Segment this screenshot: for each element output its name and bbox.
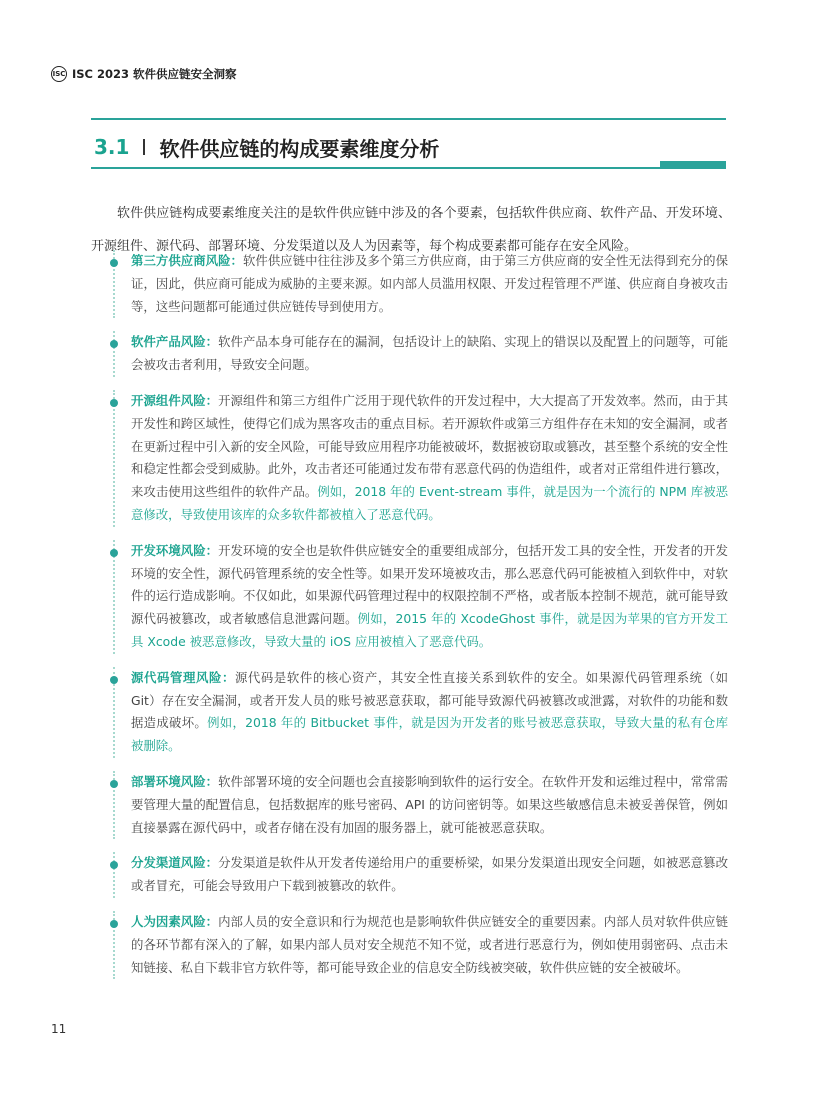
dotted-bar [113, 331, 115, 377]
intro-paragraph: 软件供应链构成要素维度关注的是软件供应链中涉及的各个要素，包括软件供应商、软件产品、开发环境、开源组件、源代码、部署环境、分发渠道以及人为因素等，每个构成要素都可能存在安全风险。 [91, 206, 731, 254]
dotted-bar [113, 540, 115, 654]
risk-list [118, 250, 728, 992]
risk-label: 源代码管理风险： [131, 669, 235, 685]
bullet-dot-icon [110, 549, 118, 557]
bullet-dot-icon [110, 340, 118, 348]
risk-item [118, 667, 728, 758]
bullet-dot-icon [110, 399, 118, 407]
section-rule-top [91, 118, 726, 120]
page-header [51, 64, 237, 84]
risk-label: 软件产品风险： [131, 334, 219, 350]
bullet-dot-icon [110, 861, 118, 869]
risk-label: 人为因素风险： [131, 913, 219, 929]
isc-logo: ISC [51, 66, 67, 82]
risk-text: 开源组件和第三方组件广泛用于现代软件的开发过程中，大大提高了开发效率。然而，由于其开发性和跨区域性，使得它们成为黑客攻击的重点目标。若开源软件或第三方组件存在未知的安全漏洞，或者在更新过程中引入新的安全风险，可能导致应用程序功能被破坏，数据被窃取或篡改，甚至整个系统的安全性和稳定性都会受到威胁。此外，攻击者还可能通过发布带有恶意代码的伪造组件，或者对正常组件进行篡改，来攻击使用这些组件的软件产品。 [131, 392, 729, 500]
risk-example: 例如，2015 年的 XcodeGhost 事件，就是因为苹果的官方开发工具 Xcode 被恶意修改，导致大量的 iOS 应用被植入了恶意代码。 [131, 611, 728, 649]
risk-label: 第三方供应商风险： [131, 253, 243, 268]
bullet-dot-icon [110, 780, 118, 788]
risk-example: 例如，2018 年的 Event-stream 事件，就是因为一个流行的 NPM 库被恶意修改，导致使用该库的众多软件都被植入了恶意代码。 [131, 484, 729, 522]
section-separator [143, 139, 145, 155]
section-title: 软件供应链的构成要素维度分析 [159, 136, 440, 161]
risk-example: 例如，2018 年的 Bitbucket 事件，就是因为开发者的账号被恶意获取，导致大量的私有仓库被删除。 [131, 715, 729, 754]
risk-label: 开源组件风险： [131, 392, 219, 408]
bullet-dot-icon [110, 259, 118, 267]
risk-text: 内部人员的安全意识和行为规范也是影响软件供应链安全的重要因素。内部人员对软件供应链的各环节都有深入的了解，如果内部人员对安全规范不知不觉，或者进行恶意行为，例如使用弱密码、点击未知链接、私自下载非官方软件等，都可能导致企业的信息安全防线被突破，软件供应链的安全被破坏。 [131, 913, 729, 975]
risk-text: 软件产品本身可能存在的漏洞，包括设计上的缺陷、实现上的错误以及配置上的问题等，可能会被攻击者利用，导致安全问题。 [131, 334, 729, 373]
page-number: 11 [51, 1022, 67, 1036]
section-rule-bottom [91, 167, 726, 169]
section-rule-accent [660, 161, 726, 169]
risk-label: 部署环境风险： [131, 773, 219, 789]
risk-text: 软件供应链中往往涉及多个第三方供应商，由于第三方供应商的安全性无法得到充分的保证，因此，供应商可能成为威胁的主要来源。如内部人员滥用权限、开发过程管理不严谨、供应商自身被攻击等，这些问题都可能通过供应链传导到使用方。 [131, 253, 729, 314]
risk-text: 源代码是软件的核心资产，其安全性直接关系到软件的安全。如果源代码管理系统（如 Git）存在安全漏洞，或者开发人员的账号被恶意获取，都可能导致源代码被篡改或泄露，对软件的功能和数据造成破坏。 [131, 669, 729, 731]
risk-item [118, 250, 728, 318]
risk-text: 软件部署环境的安全问题也会直接影响到软件的运行安全。在软件开发和运维过程中，常常需要管理大量的配置信息，包括数据库的账号密码、API 的访问密钥等。如果这些敏感信息未被妥善保管，例如直接暴露在源代码中，或者存储在没有加固的服务器上，就可能被恶意获取。 [131, 773, 729, 835]
risk-text: 开发环境的安全也是软件供应链安全的重要组成部分，包括开发工具的安全性，开发者的开发环境的安全性，源代码管理系统的安全性等。如果开发环境被攻击，那么恶意代码可能被植入到软件中，对软件的运行造成影响。不仅如此，如果源代码管理过程中的权限控制不严格，或者版本控制不规范，就可能导致源代码被篡改，或者敏感信息泄露问题。 [131, 542, 729, 627]
risk-text: 分发渠道是软件从开发者传递给用户的重要桥梁，如果分发渠道出现安全问题，如被恶意篡改或者冒充，可能会导致用户下载到被篡改的软件。 [131, 855, 729, 894]
risk-item [118, 540, 728, 654]
bullet-dot-icon [110, 676, 118, 684]
header-title: ISC 2023 软件供应链安全洞察 [72, 67, 237, 81]
risk-label: 分发渠道风险： [131, 855, 219, 871]
dotted-bar [113, 390, 115, 527]
dotted-bar [113, 852, 115, 898]
section-heading [94, 132, 439, 162]
bullet-dot-icon [110, 920, 118, 928]
section-number: 3.1 [94, 135, 130, 159]
risk-item [118, 771, 728, 839]
risk-item [118, 390, 728, 527]
risk-item [118, 852, 728, 898]
risk-item [118, 911, 728, 979]
risk-label: 开发环境风险： [131, 542, 219, 558]
risk-item [118, 331, 728, 377]
